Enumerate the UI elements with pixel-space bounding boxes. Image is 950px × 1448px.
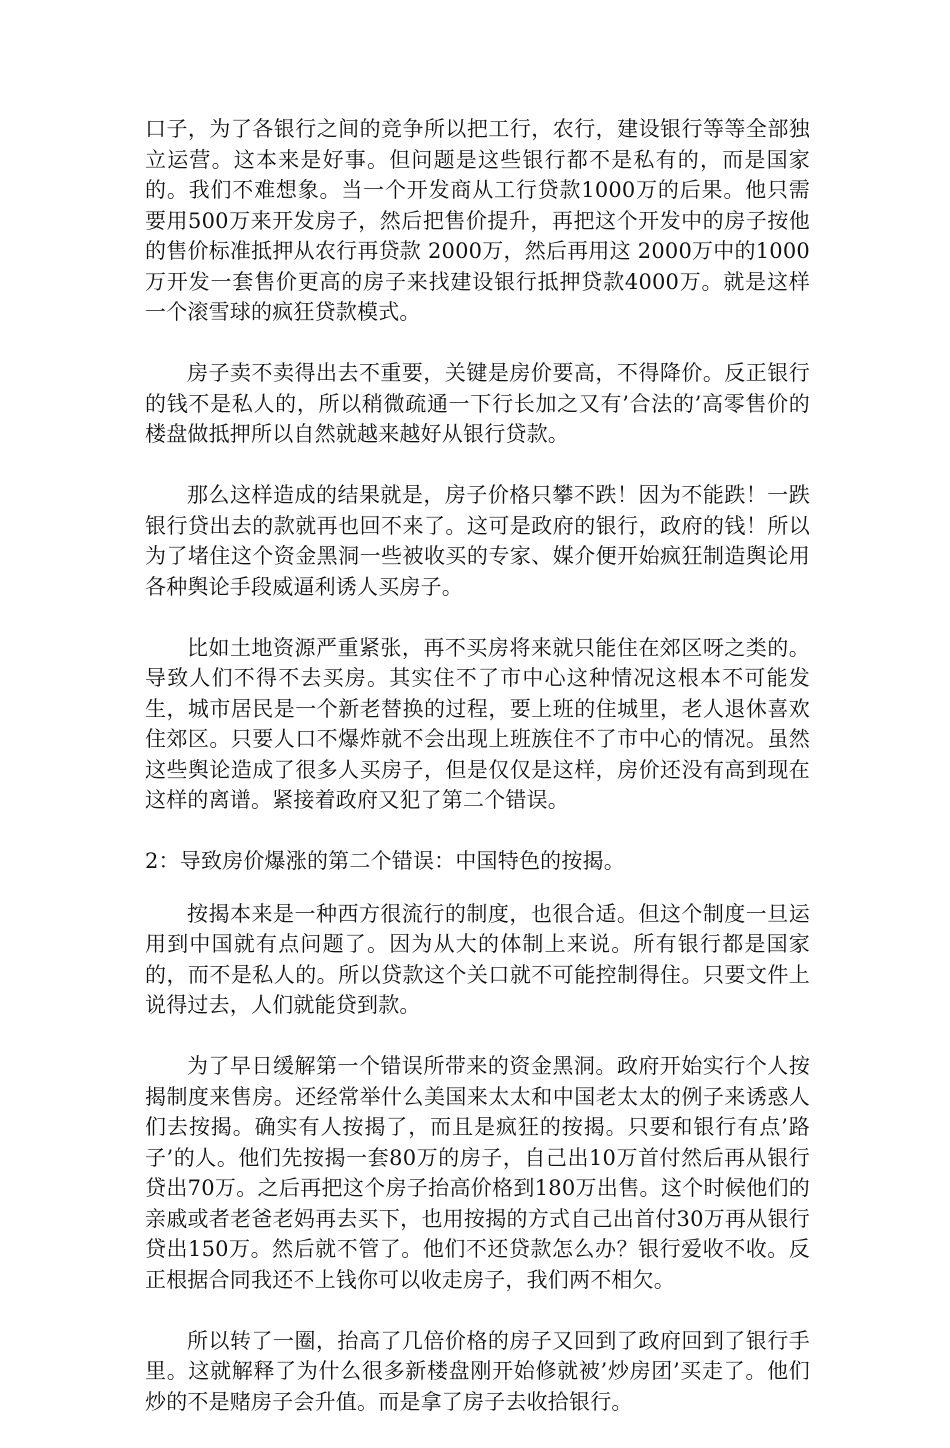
paragraph-7: 所以转了一圈，抬高了几倍价格的房子又回到了政府回到了银行手里。这就解释了为什么很多新楼盘刚开始修就被’炒房团’买走了。他们炒的不是赌房子会升值。而是拿了房子去收拾银行。 (145, 1328, 810, 1414)
document-body (145, 114, 810, 1448)
section-heading-2: 2：导致房价爆涨的第二个错误：中国特色的按揭。 (145, 849, 625, 873)
paragraph-3: 那么这样造成的结果就是，房子价格只攀不跌！因为不能跌！一跌银行贷出去的款就再也回不来了。这可是政府的银行，政府的钱！所以为了堵住这个资金黑洞一些被收买的专家、媒介便开始疯狂制造舆论用各种舆论手段威逼利诱人买房子。 (145, 483, 810, 599)
paragraph-4: 比如土地资源严重紧张，再不买房将来就只能住在郊区呀之类的。导致人们不得不去买房。其实住不了市中心这种情况这根本不可能发生，城市居民是一个新老替换的过程，要上班的住城里，老人退休喜欢住郊区。只要人口不爆炸就不会出现上班族住不了市中心的情况。虽然这些舆论造成了很多人买房子，但是仅仅是这样，房价还没有高到现在这样的离谱。紧接着政府又犯了第二个错误。 (145, 635, 810, 812)
paragraph-6: 为了早日缓解第一个错误所带来的资金黑洞。政府开始实行个人按揭制度来售房。还经常举什么美国来太太和中国老太太的例子来诱惑人们去按揭。确实有人按揭了，而且是疯狂的按揭。只要和银行有点’路子’的人。他们先按揭一套80万的房子，自己出10万首付然后再从银行贷出70万。之后再把这个房子抬高价格到180万出售。这个时候他们的亲戚或者老爸老妈再去买下，也用按揭的方式自己出首付30万再从银行贷出150万。然后就不管了。他们不还贷款怎么办？银行爱收不收。反正根据合同我还不上钱你可以收走房子，我们两不相欠。 (145, 1054, 810, 1292)
paragraph-2: 房子卖不卖得出去不重要，关键是房价要高，不得降价。反正银行的钱不是私人的，所以稍微疏通一下行长加之又有’合法的’高零售价的楼盘做抵押所以自然就越来越好从银行贷款。 (145, 361, 810, 446)
paragraph-5: 按揭本来是一种西方很流行的制度，也很合适。但这个制度一旦运用到中国就有点问题了。因为从大的体制上来说。所有银行都是国家的，而不是私人的。所以贷款这个关口就不可能控制得住。只要文件上说得过去，人们就能贷到款。 (145, 901, 810, 1017)
paragraph-1: 口子，为了各银行之间的竞争所以把工行，农行，建设银行等等全部独立运营。这本来是好事。但问题是这些银行都不是私有的，而是国家的。我们不难想象。当一个开发商从工行贷款1000万的后果。他只需要用500万来开发房子，然后把售价提升，再把这个开发中的房子按他的售价标准抵押从农行再贷款 2000万，然后再用这 2000万中的1000万开发一套售价更高的房子来找建设银行抵押贷款4000万。就是这样一个滚雪球的疯狂贷款模式。 (145, 117, 810, 324)
